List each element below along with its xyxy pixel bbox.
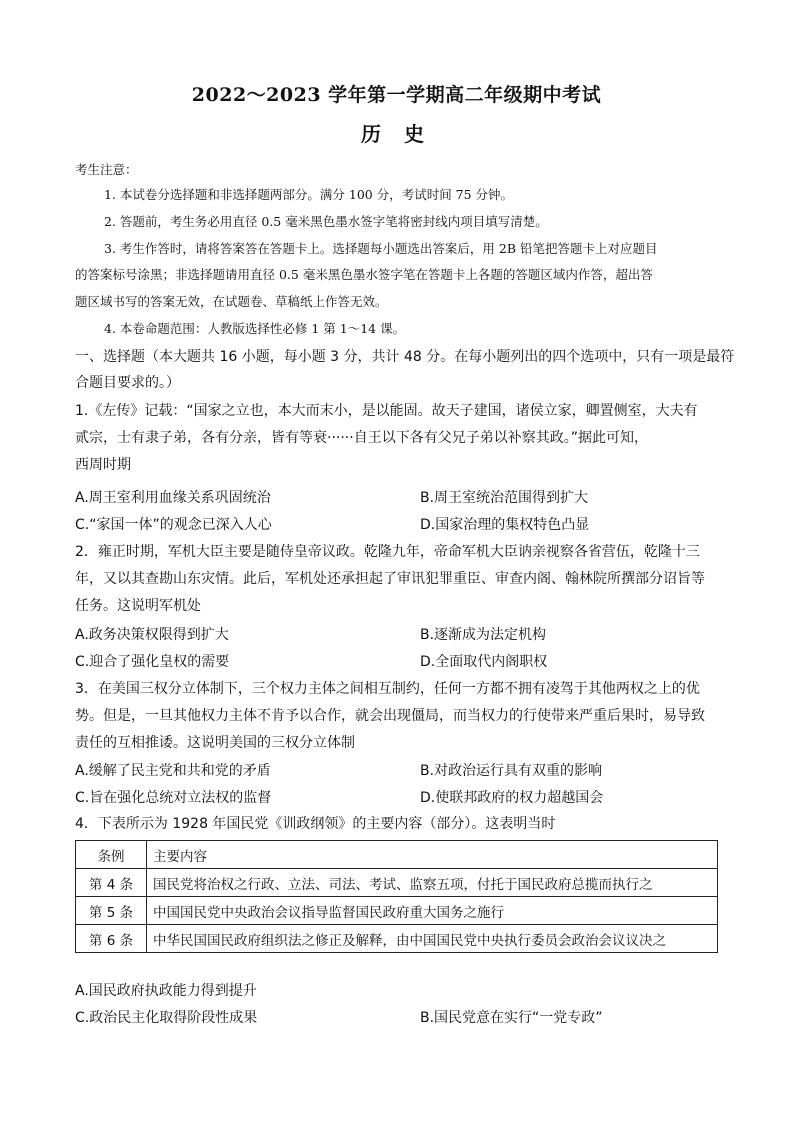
table-header-cell: 主要内容 bbox=[147, 841, 718, 869]
table-cell-content: 中国国民党中央政治会议指导监督国民政府重大国务之施行 bbox=[147, 897, 718, 925]
question-1-text: 贰宗，士有隶子弟，各有分亲，皆有等衰······自王以下各有父兄子弟以补察其政。”据此可知， bbox=[75, 430, 648, 446]
notice-line: 2. 答题前，考生务必用直径 0.5 毫米黑色墨水签字笔将密封线内项目填写清楚。 bbox=[104, 214, 548, 229]
q1-option-a[interactable]: A.周王室利用血缘关系巩固统治 bbox=[75, 490, 271, 506]
table-cell-article: 第 6 条 bbox=[76, 925, 147, 953]
question-2-text: 任务。这说明军机处 bbox=[75, 598, 201, 614]
table-row bbox=[76, 869, 718, 897]
question-3-text: 3．在美国三权分立体制下，三个权力主体之间相互制约，任何一方都不拥有凌驾于其他两权之上的优 bbox=[75, 681, 700, 697]
question-3-text: 势。但是，一旦其他权力主体不肯予以合作，就会出现僵局，而当权力的行使带来严重后果时，易导致 bbox=[75, 708, 705, 724]
section-instruction: 一、选择题（本大题共 16 小题，每小题 3 分，共计 48 分。在每小题列出的四个选项中，只有一项是最符 bbox=[75, 349, 735, 365]
notice-line: 4. 本卷命题范围：人教版选择性必修 1 第 1～14 课。 bbox=[104, 321, 406, 336]
notice-line: 的答案标号涂黑；非选择题请用直径 0.5 毫米黑色墨水签字笔在答题卡上各题的答题区域内作答，超出答 bbox=[75, 267, 653, 282]
table-cell-content: 国民党将治权之行政、立法、司法、考试、监察五项，付托于国民政府总揽而执行之 bbox=[147, 869, 718, 897]
q1-option-d[interactable]: D.国家治理的集权特色凸显 bbox=[420, 517, 590, 533]
q2-option-c[interactable]: C.迎合了强化皇权的需要 bbox=[75, 654, 230, 670]
q3-option-b[interactable]: B.对政治运行具有双重的影响 bbox=[420, 763, 603, 779]
q3-option-c[interactable]: C.旨在强化总统对立法权的监督 bbox=[75, 790, 272, 806]
question-2-text: 2．雍正时期，军机大臣主要是随侍皇帝议政。乾隆九年，帝命军机大臣讷亲视察各省营伍，乾隆十三 bbox=[75, 544, 700, 560]
q4-option-b[interactable]: B.国民党意在实行“一党专政” bbox=[420, 1010, 603, 1026]
q2-option-d[interactable]: D.全面取代内阁职权 bbox=[420, 654, 548, 670]
table-cell-article: 第 5 条 bbox=[76, 897, 147, 925]
table-cell-content: 中华民国国民政府组织法之修正及解释，由中国国民党中央执行委员会政治会议议决之 bbox=[147, 925, 718, 953]
q2-option-b[interactable]: B.逐渐成为法定机构 bbox=[420, 627, 547, 643]
notice-heading: 考生注意： bbox=[75, 162, 138, 177]
section-instruction: 合题目要求的。） bbox=[75, 375, 180, 391]
q3-option-d[interactable]: D.使联邦政府的权力超越国会 bbox=[420, 790, 604, 806]
question-2-text: 年，又以其查勘山东灾情。此后，军机处还承担起了审讯犯罪重臣、审查内阁、翰林院所撰部分诏旨等 bbox=[75, 571, 705, 587]
table-header-cell: 条例 bbox=[76, 841, 147, 869]
q3-option-a[interactable]: A.缓解了民主党和共和党的矛盾 bbox=[75, 763, 271, 779]
q4-option-a[interactable]: A.国民政府执政能力得到提升 bbox=[75, 983, 257, 999]
notice-line: 题区域书写的答案无效，在试题卷、草稿纸上作答无效。 bbox=[75, 294, 388, 309]
question-1-text: 西周时期 bbox=[75, 457, 131, 473]
table-header-row bbox=[76, 841, 718, 869]
training-program-table bbox=[75, 840, 718, 953]
notice-line: 1. 本试卷分选择题和非选择题两部分。满分 100 分，考试时间 75 分钟。 bbox=[104, 187, 514, 202]
question-1-text: 1.《左传》记载：“国家之立也，本大而末小，是以能固。故天子建国，诸侯立家，卿置侧室，大夫有 bbox=[75, 403, 698, 419]
question-4-text: 4．下表所示为 1928 年国民党《训政纲领》的主要内容（部分）。这表明当时 bbox=[75, 816, 556, 832]
q2-option-a[interactable]: A.政务决策权限得到扩大 bbox=[75, 627, 229, 643]
exam-title: 2022～2023 学年第一学期高二年级期中考试 bbox=[191, 84, 602, 106]
notice-line: 3. 考生作答时，请将答案答在答题卡上。选择题每小题选出答案后，用 2B 铅笔把答题卡上对应题目 bbox=[104, 241, 658, 256]
q1-option-c[interactable]: C.“家国一体”的观念已深入人心 bbox=[75, 517, 272, 533]
table-cell-article: 第 4 条 bbox=[76, 869, 147, 897]
question-3-text: 责任的互相推诿。这说明美国的三权分立体制 bbox=[75, 735, 355, 751]
table-row bbox=[76, 897, 718, 925]
table-row bbox=[76, 925, 718, 953]
q1-option-b[interactable]: B.周王室统治范围得到扩大 bbox=[420, 490, 589, 506]
subject-title: 历 史 bbox=[361, 122, 432, 146]
q4-option-c[interactable]: C.政治民主化取得阶段性成果 bbox=[75, 1010, 258, 1026]
